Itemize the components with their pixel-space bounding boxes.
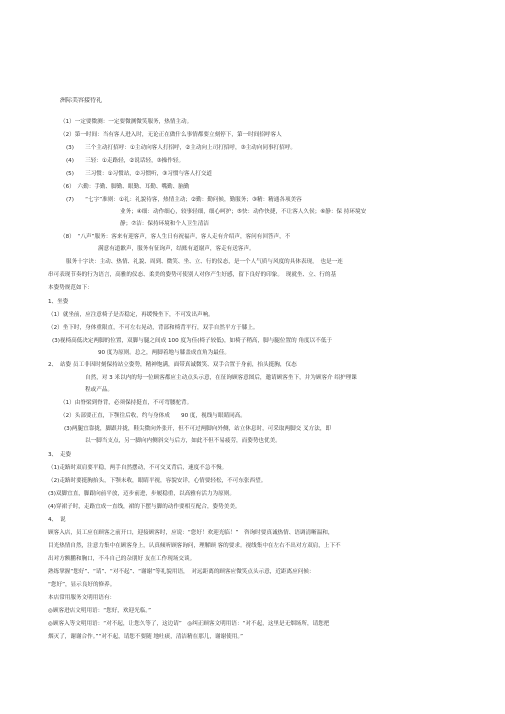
text-line: 目光热情自然，注意力集中在顾客身上，认真倾听顾客询问，理解顾 客的要求。视线集中在左右不出对方双肩，上下不 <box>48 543 341 549</box>
text-line: 顾客入店，员工应在顾客之前开口，迎接顾客时，应说：“您好！欢迎光临！” 咨询时要真诚热情、语调清晰温和， <box>48 530 334 536</box>
text-line: （1)走路时双肩要平稳，两手自然摆动，不可交叉背后，速度不急不慢。 <box>48 465 228 471</box>
text-line: （2）第一时间：当有客人进入时，无论正在做什么事情都要立刻停下，第一时间招呼客人 <box>60 132 282 138</box>
text-line: 90 度为原则。总之，两脚着地与膝盖成直角为最佳。 <box>98 350 230 356</box>
text-line: （2）头部要正直，下颚往后收，约与身体成 90 度，视线与眼睛同高。 <box>60 413 246 419</box>
text-line: “您好”，显示良好的修养。 <box>48 582 116 588</box>
text-line: 熟练掌握“您好”、“请”、“对不起”、“谢谢”等礼貌用语， 对远距离的顾客应微笑点头示意，近距离应问候： <box>48 569 315 575</box>
document-title: 洲际美容接待礼 <box>60 97 103 104</box>
text-line: （1）一定要微测：一定要微测微笑服务，热情主动。 <box>60 119 193 125</box>
text-line: 程或产品。 <box>85 387 113 393</box>
text-line: 自然，对 3 米以内的每一位顾客都应主动点头示意，在征询顾客意图后，邀请顾客坐下，并为顾客介 绍护理课 <box>85 375 357 381</box>
text-line: （8） “八声”服务：客来有迎客声，客人生日有祝福声，客人走有介绍声，客问有回答声，不 <box>60 234 291 240</box>
text-line: ◎顾客入等文明用语：“对不起，让您久等了，这边请” ◎纠正顾客文明用语：“对不起，这里是无烟场所，请您把 <box>48 621 330 627</box>
text-line: 服务十字诀：主动、热情、礼貌、周到、微笑、坐、立、行的仪态，是一个人气质与风度的具体表现， 也是一连 <box>66 259 343 265</box>
text-line: ◎顾客进店文明用语：“您好，欢迎光临。” <box>48 608 151 614</box>
text-line: 1、坐姿 <box>48 299 69 305</box>
text-line: (7) “七字”准则：①礼：礼貌待客，热情主动；②勤：勤问候，勤服务；③精：精通各项美容 <box>66 197 302 203</box>
text-line: (3)两腿宜靠拢，脚跟并拢，鞋尖微向外张开，但不可过两脚向外侧，站立休息时，可采取两脚交 叉方法，即 <box>64 426 332 432</box>
text-line: （1）就坐前，应注意椅子是否稳定，再缓慢坐下，不可发出声响。 <box>48 312 214 318</box>
text-line: 4、 说 <box>48 517 66 523</box>
text-line: 业务；④细：动作细心，较事轻细，细心呵护；⑤快：动作快捷，不让客人久侯；⑥静：保 持环境安 <box>120 209 367 215</box>
text-line: 串可表现节奏的行为语言，高雅的仪态、柔美的姿势可使别人对你产生好感，留下良好的印象。 现就坐、立、行的基 <box>48 272 337 278</box>
text-line: (3)双脚宜直，脚跟向前平放，迈步前进，步履稳重，以高雅有活力为原则。 <box>48 491 235 497</box>
text-line: 静；⑦洁：保持环境和个人卫生清洁 <box>120 221 209 227</box>
text-line: 出对方额鹏和胸口，不斗自己的杂朋好 友在工作现场交谈。 <box>48 556 196 562</box>
text-line: (4)穿裙子时，走路宜成一直线，裙的下摆与脚的动作要相互配合，姿势美美。 <box>48 504 241 510</box>
text-line: 满意有道歉声，服务有征询声，结账有道谢声，客走有送客声。 <box>98 246 255 252</box>
text-line: 烟灭了，谢谢合作。”“对不起，请您不要随 地吐痰，清洁精在那儿，谢谢使用。” <box>48 634 244 640</box>
text-line: 2、 站姿 员工非因时刻保持站立姿势，精神饱满，面带真诚微笑、双手合置于身前，抬头挺胸，仪态 <box>48 362 297 368</box>
text-line: 本姿势规范如下： <box>48 285 93 291</box>
text-line: （2)走路时要挺胸抬头，下颚未收，眼睛平视，容貌安详，心情要轻松，不可东张西望。 <box>48 478 267 484</box>
text-line: 3、 走姿 <box>48 452 72 458</box>
text-line: (5) 三习惯：①习惯站，②习惯听，③习惯与客人打交道 <box>66 171 213 177</box>
text-line: （2）坐下时，身体重限直，不可左右晃动，背部和椅背平行，双手自然平方于膝上。 <box>48 325 259 331</box>
text-line: 以一脚当支点，另一脚向内侧斜交与后方，如此不但不易疲劳，而姿势也优美。 <box>85 438 281 444</box>
text-line: 本店常用服务文明用语有： <box>48 595 116 601</box>
text-line: （1）由脊梁到脊背，必须保持挺直，不可弯腰驼背。 <box>60 400 193 406</box>
text-line: (3) 三个主动打招呼：①主动向客人打招呼，②主动向上司打招呼，③主动向同事打招呼。 <box>66 145 296 151</box>
text-line: (4) 三轻：①走路轻，②说话轻，③操作轻。 <box>66 158 185 164</box>
text-line: (3)视椅高低决定两脚的位置，双脚与腿之间成 100 度为佳(椅子较低)，如椅子稍高，脚与腿位置的 角度以不低于 <box>52 338 333 344</box>
text-line: （6） 六勤：手勤、脚勤、眼勤、耳勤、嘴勤、脑勤 <box>60 184 190 190</box>
